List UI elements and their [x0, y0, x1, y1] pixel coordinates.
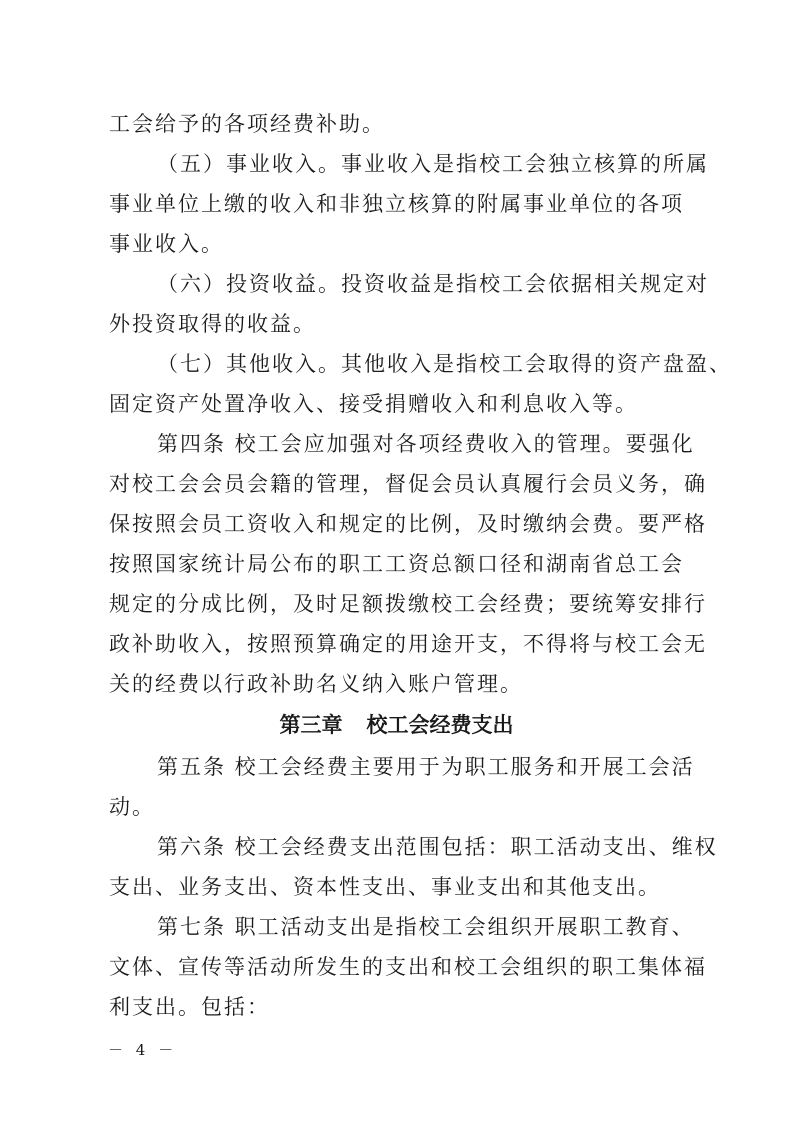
article-line: 第四条 校工会应加强对各项经费收入的管理。要强化: [157, 432, 695, 456]
body-line: 固定资产处置净收入、接受捐赠收入和利息收入等。: [109, 392, 638, 416]
body-line: 事业收入。: [109, 232, 224, 256]
body-line: 关的经费以行政补助名义纳入账户管理。: [109, 672, 523, 696]
body-line: 保按照会员工资收入和规定的比例，及时缴纳会费。要严格: [109, 512, 707, 536]
body-line: 事业单位上缴的收入和非独立核算的附属事业单位的各项: [109, 192, 684, 216]
body-line: 动。: [109, 795, 155, 819]
body-line: 工会给予的各项经费补助。: [109, 112, 385, 136]
body-line: 对校工会会员会籍的管理，督促会员认真履行会员义务，确: [109, 472, 707, 496]
body-line: 政补助收入，按照预算确定的用途开支，不得将与校工会无: [109, 632, 707, 656]
chapter-number: 第三章: [279, 713, 343, 737]
page-number: － 4 －: [108, 1041, 178, 1059]
chapter-title: 校工会经费支出: [366, 713, 514, 737]
article-line: 第五条 校工会经费主要用于为职工服务和开展工会活: [157, 755, 695, 779]
body-line: 利支出。包括：: [109, 995, 270, 1019]
chapter-heading: [0, 706, 793, 744]
body-line: （六）投资收益。投资收益是指校工会依据相关规定对: [157, 272, 709, 296]
body-line: （五）事业收入。事业收入是指校工会独立核算的所属: [157, 152, 709, 176]
body-line: 规定的分成比例，及时足额拨缴校工会经费；要统筹安排行: [109, 592, 707, 616]
body-line: 按照国家统计局公布的职工工资总额口径和湖南省总工会: [109, 552, 684, 576]
article-line: 第七条 职工活动支出是指校工会组织开展职工教育、: [157, 915, 695, 939]
body-line: 文体、宣传等活动所发生的支出和校工会组织的职工集体福: [109, 955, 707, 979]
body-line: （七）其他收入。其他收入是指校工会取得的资产盘盈、: [157, 352, 732, 376]
body-line: 外投资取得的收益。: [109, 312, 316, 336]
article-line: 第六条 校工会经费支出范围包括：职工活动支出、维权: [157, 835, 718, 859]
body-line: 支出、业务支出、资本性支出、事业支出和其他支出。: [109, 875, 661, 899]
